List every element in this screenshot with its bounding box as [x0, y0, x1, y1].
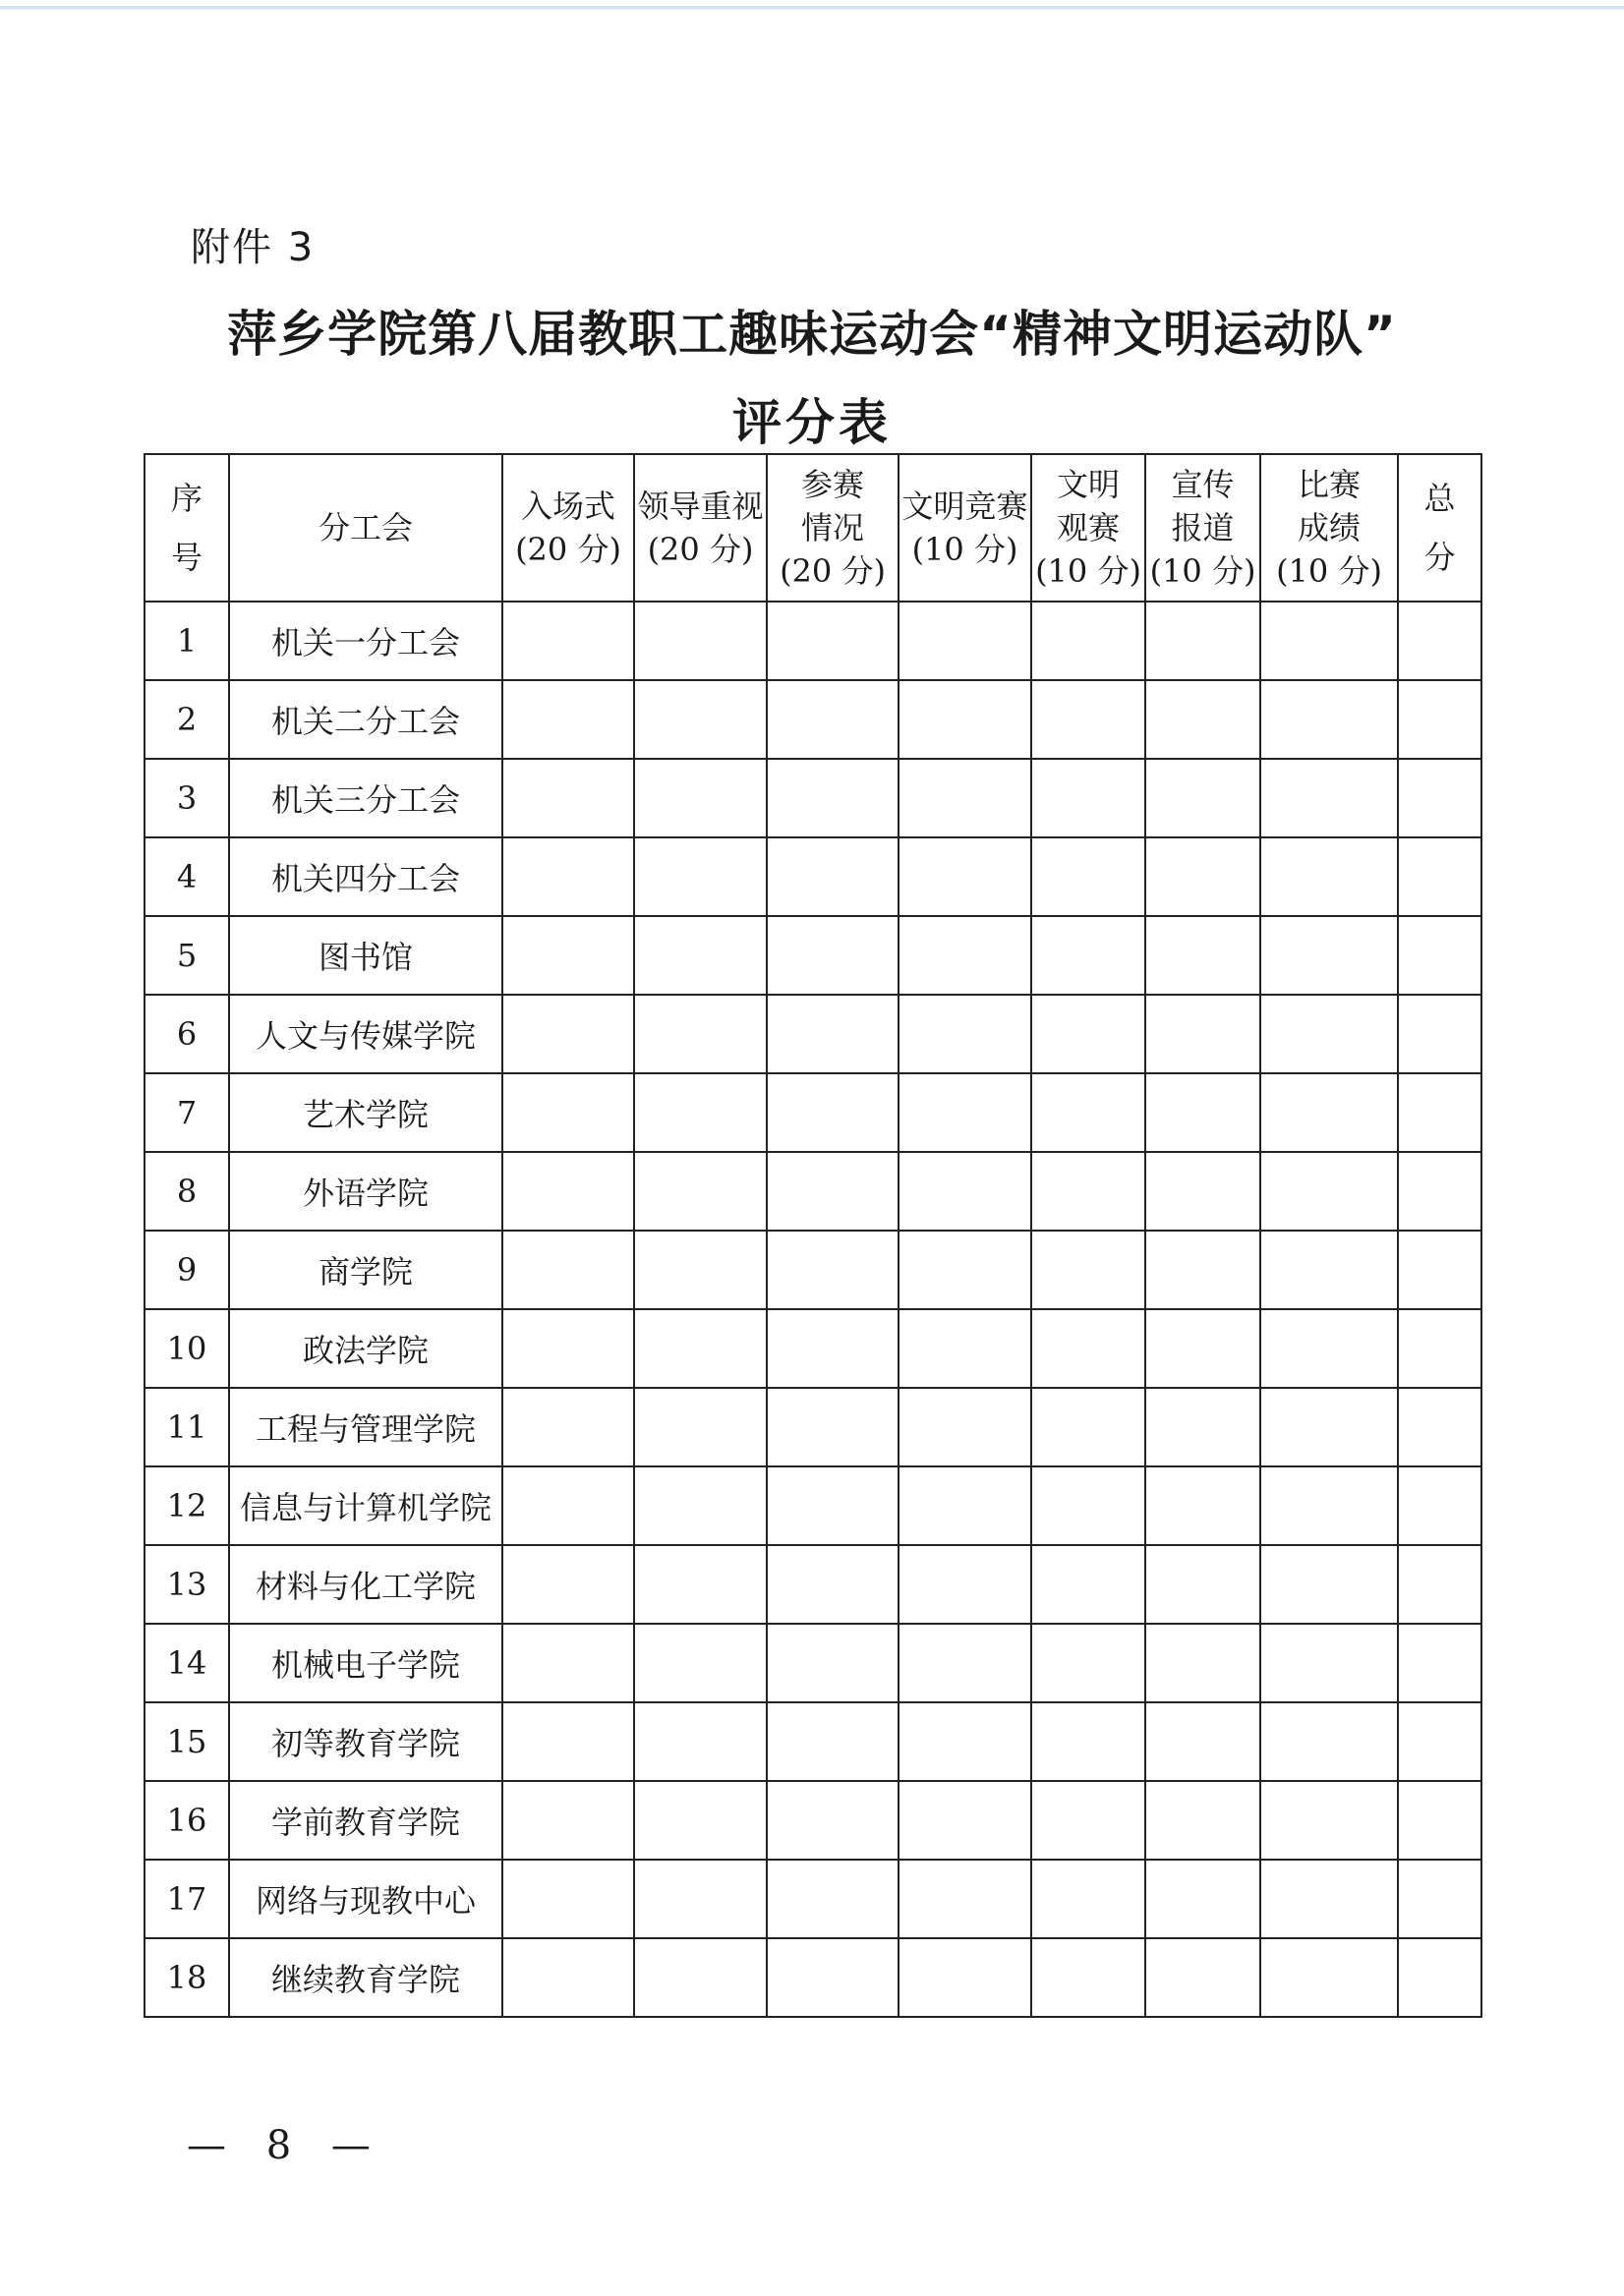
- row-unit-name: 机关四分工会: [229, 837, 502, 916]
- header-leadership: [634, 454, 767, 602]
- score-cell-participation: [767, 1781, 899, 1860]
- score-cell-entrance: [502, 1073, 634, 1152]
- table-row: [145, 602, 1481, 680]
- table-row: [145, 1231, 1481, 1309]
- score-cell-civilized-viewing: [1031, 837, 1145, 916]
- header-participation: [767, 454, 899, 602]
- header-participation-label: 情况: [800, 509, 864, 546]
- row-unit-name: 机械电子学院: [229, 1624, 502, 1702]
- header-index: [145, 454, 229, 602]
- row-index: 13: [145, 1545, 229, 1624]
- score-cell-results: [1260, 1073, 1398, 1152]
- score-cell-civilized-competition: [899, 1781, 1031, 1860]
- score-cell-publicity: [1145, 1781, 1260, 1860]
- score-cell-total: [1398, 1388, 1481, 1466]
- score-cell-civilized-viewing: [1031, 916, 1145, 995]
- score-cell-participation: [767, 995, 899, 1073]
- table-row: [145, 1624, 1481, 1702]
- row-unit-name: 艺术学院: [229, 1073, 502, 1152]
- score-cell-results: [1260, 1152, 1398, 1231]
- score-cell-participation: [767, 837, 899, 916]
- header-results: [1260, 454, 1398, 602]
- score-cell-entrance: [502, 1388, 634, 1466]
- score-cell-total: [1398, 1624, 1481, 1702]
- header-index-line: 号: [170, 539, 203, 576]
- row-index: 2: [145, 680, 229, 759]
- score-cell-results: [1260, 1624, 1398, 1702]
- score-cell-total: [1398, 759, 1481, 837]
- score-cell-entrance: [502, 602, 634, 680]
- score-cell-total: [1398, 1309, 1481, 1388]
- row-unit-name: 外语学院: [229, 1152, 502, 1231]
- score-cell-entrance: [502, 1309, 634, 1388]
- row-unit-name: 政法学院: [229, 1309, 502, 1388]
- score-cell-results: [1260, 1545, 1398, 1624]
- score-cell-results: [1260, 837, 1398, 916]
- score-cell-civilized-competition: [899, 995, 1031, 1073]
- score-cell-civilized-competition: [899, 1545, 1031, 1624]
- score-cell-civilized-competition: [899, 680, 1031, 759]
- row-unit-name: 人文与传媒学院: [229, 995, 502, 1073]
- score-cell-civilized-viewing: [1031, 1938, 1145, 2017]
- score-cell-publicity: [1145, 1388, 1260, 1466]
- score-cell-civilized-viewing: [1031, 1860, 1145, 1938]
- score-cell-civilized-competition: [899, 1152, 1031, 1231]
- row-index: 10: [145, 1309, 229, 1388]
- score-cell-civilized-competition: [899, 1466, 1031, 1545]
- row-index: 14: [145, 1624, 229, 1702]
- score-cell-publicity: [1145, 1860, 1260, 1938]
- score-cell-leadership: [634, 1466, 767, 1545]
- score-cell-total: [1398, 837, 1481, 916]
- score-cell-results: [1260, 916, 1398, 995]
- row-index: 4: [145, 837, 229, 916]
- score-cell-total: [1398, 1781, 1481, 1860]
- header-publicity-label: 报道: [1171, 509, 1235, 546]
- score-cell-total: [1398, 1466, 1481, 1545]
- score-cell-publicity: [1145, 602, 1260, 680]
- header-participation-points: (20 分): [780, 552, 886, 590]
- header-results-points: (10 分): [1276, 552, 1382, 590]
- score-cell-entrance: [502, 1702, 634, 1781]
- header-civilized-competition: [899, 454, 1031, 602]
- score-cell-total: [1398, 1073, 1481, 1152]
- score-cell-civilized-viewing: [1031, 1073, 1145, 1152]
- row-unit-name: 机关一分工会: [229, 602, 502, 680]
- score-cell-participation: [767, 1938, 899, 2017]
- score-cell-leadership: [634, 1702, 767, 1781]
- header-index-line: 序: [170, 480, 203, 517]
- score-cell-entrance: [502, 1152, 634, 1231]
- score-cell-total: [1398, 1702, 1481, 1781]
- row-unit-name: 图书馆: [229, 916, 502, 995]
- score-cell-civilized-competition: [899, 1309, 1031, 1388]
- score-cell-civilized-viewing: [1031, 680, 1145, 759]
- score-cell-results: [1260, 1231, 1398, 1309]
- header-civilized-viewing-points: (10 分): [1035, 552, 1141, 590]
- score-cell-civilized-viewing: [1031, 1388, 1145, 1466]
- score-cell-leadership: [634, 1388, 767, 1466]
- score-cell-results: [1260, 1781, 1398, 1860]
- score-cell-participation: [767, 1309, 899, 1388]
- row-unit-name: 机关二分工会: [229, 680, 502, 759]
- score-cell-participation: [767, 1073, 899, 1152]
- attachment-label: 附件 3: [191, 225, 316, 270]
- table-row: [145, 1466, 1481, 1545]
- score-cell-entrance: [502, 680, 634, 759]
- score-cell-leadership: [634, 1938, 767, 2017]
- table-row: [145, 1938, 1481, 2017]
- score-cell-entrance: [502, 916, 634, 995]
- score-cell-participation: [767, 1545, 899, 1624]
- score-cell-participation: [767, 602, 899, 680]
- score-cell-civilized-viewing: [1031, 1702, 1145, 1781]
- header-entrance: [502, 454, 634, 602]
- score-cell-entrance: [502, 1624, 634, 1702]
- score-cell-publicity: [1145, 1624, 1260, 1702]
- score-cell-leadership: [634, 916, 767, 995]
- row-index: 15: [145, 1702, 229, 1781]
- score-cell-leadership: [634, 1309, 767, 1388]
- score-cell-total: [1398, 602, 1481, 680]
- score-cell-results: [1260, 1938, 1398, 2017]
- table-row: [145, 1702, 1481, 1781]
- score-cell-participation: [767, 1466, 899, 1545]
- header-civilized-competition-label: 文明竞赛: [901, 488, 1028, 525]
- score-cell-total: [1398, 916, 1481, 995]
- score-cell-entrance: [502, 1231, 634, 1309]
- score-cell-entrance: [502, 1781, 634, 1860]
- score-cell-civilized-viewing: [1031, 1545, 1145, 1624]
- header-total: [1398, 454, 1481, 602]
- row-index: 18: [145, 1938, 229, 2017]
- header-entrance-points: (20 分): [515, 531, 621, 568]
- score-table: [144, 453, 1482, 2018]
- header-civilized-competition-points: (10 分): [911, 531, 1018, 568]
- header-results-label: 成绩: [1297, 509, 1361, 546]
- score-cell-entrance: [502, 1545, 634, 1624]
- score-cell-publicity: [1145, 1152, 1260, 1231]
- header-civilized-viewing: [1031, 454, 1145, 602]
- score-cell-civilized-viewing: [1031, 759, 1145, 837]
- score-cell-entrance: [502, 995, 634, 1073]
- score-cell-publicity: [1145, 1545, 1260, 1624]
- score-cell-results: [1260, 995, 1398, 1073]
- header-publicity: [1145, 454, 1260, 602]
- score-cell-civilized-viewing: [1031, 1309, 1145, 1388]
- row-unit-name: 初等教育学院: [229, 1702, 502, 1781]
- table-body: [145, 602, 1481, 2017]
- score-cell-civilized-competition: [899, 837, 1031, 916]
- table-row: [145, 995, 1481, 1073]
- row-unit-name: 继续教育学院: [229, 1938, 502, 2017]
- score-cell-total: [1398, 680, 1481, 759]
- row-index: 7: [145, 1073, 229, 1152]
- score-cell-leadership: [634, 1152, 767, 1231]
- score-cell-civilized-viewing: [1031, 602, 1145, 680]
- score-cell-leadership: [634, 680, 767, 759]
- score-cell-results: [1260, 1860, 1398, 1938]
- score-cell-civilized-viewing: [1031, 1231, 1145, 1309]
- row-unit-name: 信息与计算机学院: [229, 1466, 502, 1545]
- score-cell-publicity: [1145, 759, 1260, 837]
- header-publicity-points: (10 分): [1149, 552, 1256, 590]
- table-row: [145, 1388, 1481, 1466]
- table-row: [145, 837, 1481, 916]
- score-cell-participation: [767, 680, 899, 759]
- score-cell-publicity: [1145, 1231, 1260, 1309]
- score-cell-total: [1398, 1231, 1481, 1309]
- score-cell-civilized-competition: [899, 1860, 1031, 1938]
- row-unit-name: 网络与现教中心: [229, 1860, 502, 1938]
- row-index: 11: [145, 1388, 229, 1466]
- score-cell-total: [1398, 1152, 1481, 1231]
- row-index: 17: [145, 1860, 229, 1938]
- score-cell-civilized-viewing: [1031, 1152, 1145, 1231]
- header-publicity-label: 宣传: [1171, 466, 1235, 503]
- table-row: [145, 1545, 1481, 1624]
- score-cell-civilized-competition: [899, 1388, 1031, 1466]
- score-cell-results: [1260, 1388, 1398, 1466]
- row-index: 9: [145, 1231, 229, 1309]
- table-row: [145, 1860, 1481, 1938]
- table-row: [145, 1073, 1481, 1152]
- row-index: 16: [145, 1781, 229, 1860]
- score-cell-results: [1260, 1309, 1398, 1388]
- score-cell-participation: [767, 759, 899, 837]
- score-cell-results: [1260, 602, 1398, 680]
- score-cell-civilized-competition: [899, 916, 1031, 995]
- header-results-label: 比赛: [1297, 466, 1361, 503]
- score-cell-participation: [767, 1388, 899, 1466]
- row-unit-name: 学前教育学院: [229, 1781, 502, 1860]
- table-row: [145, 1781, 1481, 1860]
- score-cell-total: [1398, 1860, 1481, 1938]
- score-cell-civilized-viewing: [1031, 1781, 1145, 1860]
- header-leadership-points: (20 分): [647, 531, 754, 568]
- score-cell-publicity: [1145, 1938, 1260, 2017]
- row-index: 3: [145, 759, 229, 837]
- score-cell-civilized-competition: [899, 1624, 1031, 1702]
- score-cell-leadership: [634, 995, 767, 1073]
- score-cell-civilized-competition: [899, 1938, 1031, 2017]
- score-cell-leadership: [634, 1860, 767, 1938]
- document-subtitle: 评分表: [732, 394, 892, 451]
- score-cell-participation: [767, 1624, 899, 1702]
- score-cell-publicity: [1145, 680, 1260, 759]
- score-cell-total: [1398, 995, 1481, 1073]
- header-civilized-viewing-label: 观赛: [1056, 509, 1120, 546]
- table-row: [145, 759, 1481, 837]
- score-cell-civilized-competition: [899, 1702, 1031, 1781]
- score-cell-civilized-competition: [899, 1231, 1031, 1309]
- document-title: 萍乡学院第八届教职工趣味运动会“精神文明运动队”: [227, 306, 1397, 363]
- score-cell-total: [1398, 1938, 1481, 2017]
- score-cell-entrance: [502, 759, 634, 837]
- score-cell-leadership: [634, 1073, 767, 1152]
- score-cell-publicity: [1145, 1309, 1260, 1388]
- score-cell-results: [1260, 759, 1398, 837]
- score-cell-entrance: [502, 837, 634, 916]
- score-cell-total: [1398, 1545, 1481, 1624]
- scan-top-edge: [0, 6, 1624, 10]
- score-cell-results: [1260, 1466, 1398, 1545]
- row-unit-name: 商学院: [229, 1231, 502, 1309]
- score-cell-participation: [767, 916, 899, 995]
- score-cell-civilized-competition: [899, 1073, 1031, 1152]
- score-cell-publicity: [1145, 1466, 1260, 1545]
- score-cell-leadership: [634, 1781, 767, 1860]
- score-cell-leadership: [634, 602, 767, 680]
- table-row: [145, 680, 1481, 759]
- header-entrance-label: 入场式: [520, 488, 615, 525]
- score-cell-participation: [767, 1231, 899, 1309]
- score-cell-participation: [767, 1702, 899, 1781]
- header-total-line: 分: [1423, 539, 1456, 576]
- table-row: [145, 916, 1481, 995]
- score-cell-publicity: [1145, 1702, 1260, 1781]
- score-cell-leadership: [634, 759, 767, 837]
- row-index: 12: [145, 1466, 229, 1545]
- score-cell-leadership: [634, 1545, 767, 1624]
- header-leadership-label: 领导重视: [637, 488, 764, 525]
- table-row: [145, 1152, 1481, 1231]
- score-cell-participation: [767, 1152, 899, 1231]
- row-index: 1: [145, 602, 229, 680]
- score-cell-civilized-competition: [899, 602, 1031, 680]
- score-cell-leadership: [634, 1231, 767, 1309]
- row-index: 5: [145, 916, 229, 995]
- row-unit-name: 机关三分工会: [229, 759, 502, 837]
- header-unit-label: 分工会: [318, 509, 413, 546]
- score-cell-entrance: [502, 1860, 634, 1938]
- score-cell-results: [1260, 680, 1398, 759]
- score-cell-civilized-viewing: [1031, 995, 1145, 1073]
- row-index: 8: [145, 1152, 229, 1231]
- row-index: 6: [145, 995, 229, 1073]
- table-row: [145, 1309, 1481, 1388]
- score-cell-publicity: [1145, 1073, 1260, 1152]
- score-cell-entrance: [502, 1466, 634, 1545]
- row-unit-name: 材料与化工学院: [229, 1545, 502, 1624]
- score-cell-civilized-viewing: [1031, 1624, 1145, 1702]
- score-cell-leadership: [634, 837, 767, 916]
- score-cell-civilized-viewing: [1031, 1466, 1145, 1545]
- header-civilized-viewing-label: 文明: [1056, 466, 1120, 503]
- score-cell-entrance: [502, 1938, 634, 2017]
- score-cell-publicity: [1145, 995, 1260, 1073]
- page-number: — 8 —: [187, 2123, 384, 2168]
- score-cell-participation: [767, 1860, 899, 1938]
- score-cell-civilized-competition: [899, 759, 1031, 837]
- score-cell-publicity: [1145, 837, 1260, 916]
- header-total-line: 总: [1423, 480, 1456, 517]
- row-unit-name: 工程与管理学院: [229, 1388, 502, 1466]
- header-unit: [229, 454, 502, 602]
- header-participation-label: 参赛: [800, 466, 864, 503]
- score-cell-results: [1260, 1702, 1398, 1781]
- score-cell-publicity: [1145, 916, 1260, 995]
- score-cell-leadership: [634, 1624, 767, 1702]
- table-header-row: [145, 454, 1481, 602]
